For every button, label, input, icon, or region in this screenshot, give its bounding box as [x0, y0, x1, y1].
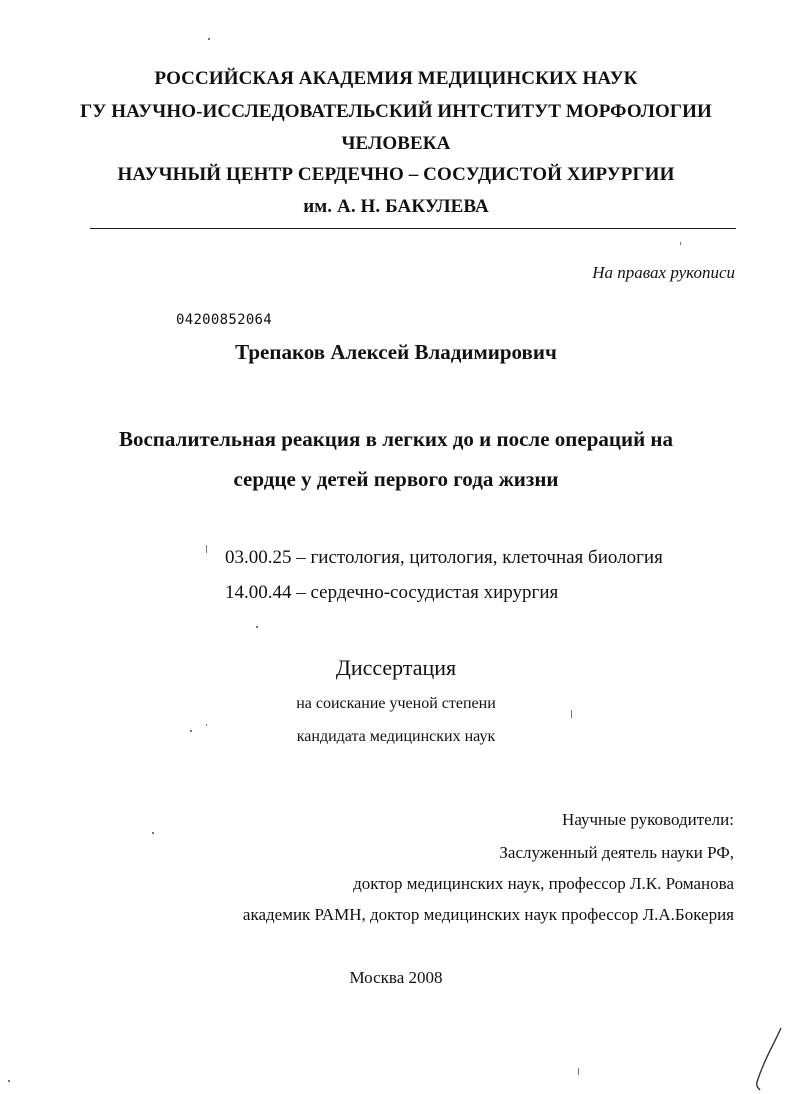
degree-line-2: кандидата медицинских наук — [296, 728, 496, 745]
scan-speck — [152, 832, 154, 834]
institution-center: НАУЧНЫЙ ЦЕНТР СЕРДЕЧНО – СОСУДИСТОЙ ХИРУРГИИ — [117, 164, 675, 185]
scan-speck — [190, 730, 192, 732]
thesis-title-line-2: сердце у детей первого года жизни — [233, 467, 559, 491]
supervisor-line-2: доктор медицинских наук, профессор Л.К. Романова — [353, 874, 734, 893]
scan-speck — [571, 710, 572, 718]
scan-speck — [680, 242, 681, 245]
manuscript-note: На правах рукописи — [592, 263, 735, 282]
supervisors-heading: Научные руководители: — [562, 810, 734, 829]
scan-speck — [8, 1080, 10, 1082]
institution-institute-cont: ЧЕЛОВЕКА — [341, 133, 451, 154]
scan-edge-mark — [754, 1026, 784, 1092]
supervisor-line-1: Заслуженный деятель науки РФ, — [499, 843, 734, 862]
scan-speck — [206, 545, 207, 553]
scan-speck — [208, 38, 210, 40]
document-type: Диссертация — [335, 655, 457, 680]
specialty-1: 03.00.25 – гистология, цитология, клеточная биология — [225, 547, 663, 568]
institution-academy: РОССИЙСКАЯ АКАДЕМИЯ МЕДИЦИНСКИХ НАУК — [154, 68, 638, 89]
scan-speck — [206, 724, 207, 726]
scan-speck — [256, 626, 258, 628]
degree-line-1: на соискание ученой степени — [296, 695, 496, 712]
scan-speck — [578, 1068, 579, 1075]
supervisor-line-3: академик РАМН, доктор медицинских наук профессор Л.А.Бокерия — [242, 905, 734, 924]
institution-institute: ГУ НАУЧНО-ИССЛЕДОВАТЕЛЬСКИЙ ИНТСТИТУТ МОРФОЛОГИИ — [80, 101, 712, 122]
header-divider — [90, 228, 736, 229]
city-year: Москва 2008 — [349, 968, 443, 987]
institution-center-name: им. А. Н. БАКУЛЕВА — [303, 196, 489, 217]
author-name: Трепаков Алексей Владимирович — [235, 340, 557, 364]
specialty-2: 14.00.44 – сердечно-сосудистая хирургия — [225, 582, 559, 603]
registration-code: 04200852064 — [176, 312, 273, 328]
thesis-title-line-1: Воспалительная реакция в легких до и после операций на — [118, 427, 674, 451]
